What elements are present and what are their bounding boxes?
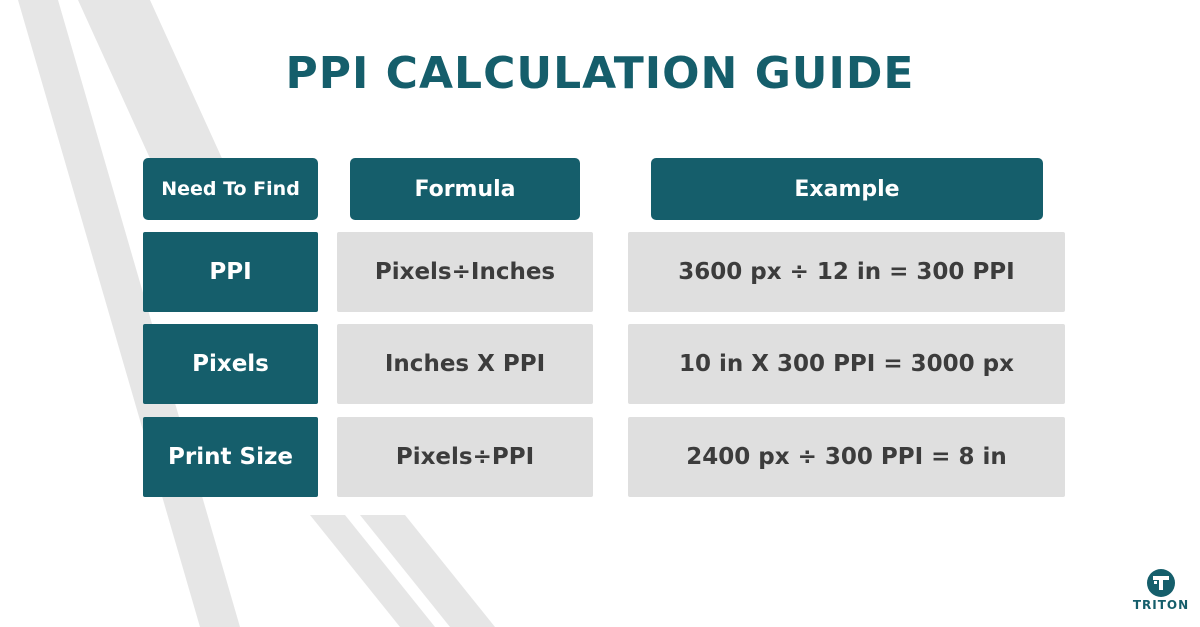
row-pixels-label: Pixels [143, 324, 318, 404]
header-example: Example [651, 158, 1043, 220]
header-need-to-find: Need To Find [143, 158, 318, 220]
page-title: PPI CALCULATION GUIDE [285, 48, 915, 99]
row-ppi-label: PPI [143, 232, 318, 312]
row-ppi-formula: Pixels÷Inches [337, 232, 593, 312]
row-print-size-label: Print Size [143, 417, 318, 497]
triton-logo [1128, 568, 1194, 624]
row-print-size-formula: Pixels÷PPI [337, 417, 593, 497]
row-pixels-example: 10 in X 300 PPI = 3000 px [628, 324, 1065, 404]
triton-t-icon [1145, 568, 1177, 598]
triton-logo-text: TRITON [1132, 598, 1190, 612]
row-ppi-example: 3600 px ÷ 12 in = 300 PPI [628, 232, 1065, 312]
header-formula: Formula [350, 158, 580, 220]
row-pixels-formula: Inches X PPI [337, 324, 593, 404]
row-print-size-example: 2400 px ÷ 300 PPI = 8 in [628, 417, 1065, 497]
